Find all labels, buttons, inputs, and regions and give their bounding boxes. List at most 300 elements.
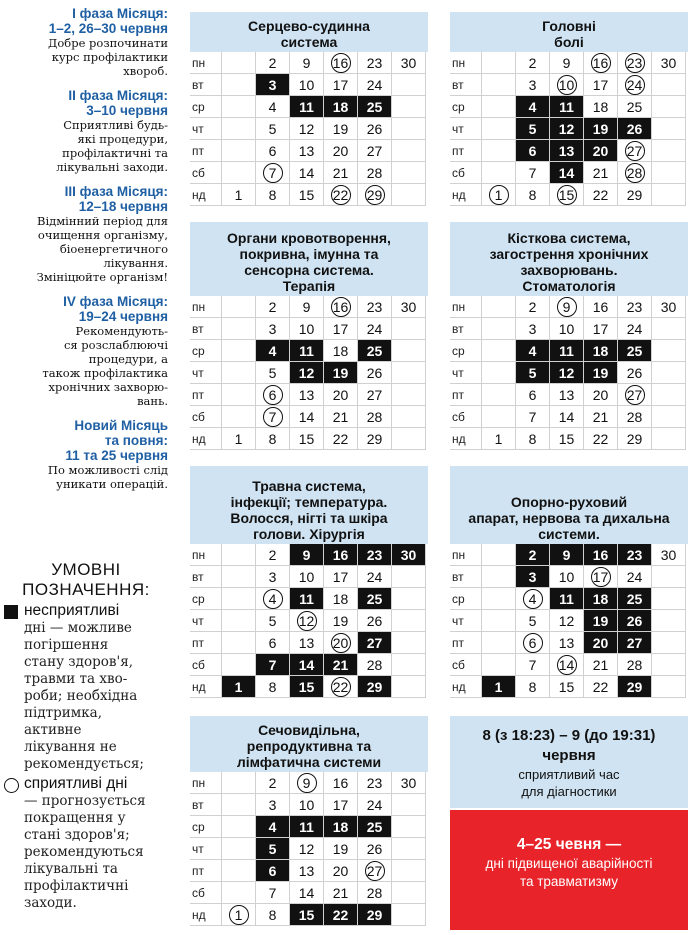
day-number: 17 (332, 320, 349, 337)
empty-cell (482, 566, 516, 588)
day-number: 12 (558, 120, 575, 137)
day-cell (550, 676, 584, 698)
day-number: 30 (400, 54, 417, 71)
day-number: 14 (298, 164, 315, 181)
day-number: 27 (625, 385, 645, 405)
day-cell (516, 52, 550, 74)
empty-cell (652, 566, 686, 588)
day-cell (584, 428, 618, 450)
unfavorable-day (358, 632, 392, 654)
day-number: 9 (302, 54, 311, 71)
unfavorable-day (550, 118, 584, 140)
day-cell (358, 318, 392, 340)
day-cell (358, 428, 392, 450)
day-number: 23 (366, 298, 383, 315)
day-number: 17 (332, 76, 349, 93)
day-cell (584, 296, 618, 318)
favorable-day (618, 74, 652, 96)
day-number: 3 (268, 568, 277, 585)
empty-cell (392, 610, 426, 632)
bad_desc-line: підтримка, (24, 705, 103, 721)
unfavorable-day (324, 96, 358, 118)
block-title-line: інфекції; температура. (230, 494, 388, 510)
legend (4, 560, 168, 912)
day-cell (290, 794, 324, 816)
favorable-day (222, 904, 256, 926)
phase-text-line: Відмінний період для (37, 214, 168, 228)
empty-cell (652, 318, 686, 340)
day-number: 22 (592, 430, 609, 447)
empty-cell (482, 162, 516, 184)
day-number: 16 (331, 53, 351, 73)
bad_desc-line: дні — можливе (24, 620, 132, 636)
day-number: 24 (366, 76, 383, 93)
unfavorable-day (516, 340, 550, 362)
block-urinary (190, 716, 428, 926)
empty-cell (392, 162, 426, 184)
weekday-label: пт (190, 632, 222, 654)
day-number: 13 (558, 386, 575, 403)
day-number: 18 (592, 342, 609, 359)
weekday-label: нд (190, 904, 222, 926)
day-number: 14 (558, 408, 575, 425)
day-number: 5 (528, 612, 537, 629)
day-cell (618, 654, 652, 676)
day-cell (358, 610, 392, 632)
empty-cell (652, 384, 686, 406)
day-cell (290, 838, 324, 860)
weekday-label: вт (450, 318, 482, 340)
day-number: 17 (332, 796, 349, 813)
warning-date: 4–25 чевня — (516, 836, 622, 853)
day-number: 12 (558, 364, 575, 381)
favorable-day (324, 296, 358, 318)
empty-cell (392, 838, 426, 860)
block-hematopoietic (190, 222, 428, 450)
day-cell (324, 882, 358, 904)
unfavorable-day (290, 816, 324, 838)
empty-cell (392, 118, 426, 140)
empty-cell (652, 676, 686, 698)
day-cell (256, 566, 290, 588)
empty-cell (482, 654, 516, 676)
day-cell (290, 184, 324, 206)
day-cell (256, 118, 290, 140)
bad_desc-line: рекомендується; (24, 756, 144, 772)
day-cell (358, 794, 392, 816)
block-digestive (190, 466, 428, 698)
day-number: 2 (528, 546, 537, 563)
empty-cell (392, 140, 426, 162)
unfavorable-day (550, 96, 584, 118)
unfavorable-day (358, 904, 392, 926)
day-number: 18 (332, 342, 349, 359)
day-number: 9 (302, 298, 311, 315)
day-number: 17 (591, 567, 611, 587)
unfavorable-day (222, 676, 256, 698)
empty-cell (222, 794, 256, 816)
day-number: 4 (263, 589, 283, 609)
day-number: 19 (332, 120, 349, 137)
day-cell (618, 428, 652, 450)
day-number: 1 (234, 678, 243, 695)
day-number: 9 (297, 773, 317, 793)
day-number: 26 (366, 612, 383, 629)
day-cell (256, 362, 290, 384)
empty-cell (652, 588, 686, 610)
day-number: 3 (528, 568, 537, 585)
day-cell (482, 428, 516, 450)
weekday-label: чт (190, 838, 222, 860)
day-number: 5 (268, 364, 277, 381)
day-number: 19 (332, 840, 349, 857)
block-title-line: покривна, імунна та (239, 246, 379, 262)
day-number: 5 (268, 840, 277, 857)
day-number: 13 (298, 862, 315, 879)
day-cell (256, 428, 290, 450)
empty-cell (222, 296, 256, 318)
day-number: 1 (234, 430, 243, 447)
block-skeletal (450, 222, 688, 450)
unfavorable-day (550, 544, 584, 566)
favorable-day (618, 162, 652, 184)
day-cell (222, 428, 256, 450)
unfavorable-day (256, 816, 290, 838)
day-cell (618, 362, 652, 384)
day-number: 1 (234, 186, 243, 203)
warning-text (450, 855, 688, 891)
day-number: 28 (366, 656, 383, 673)
unfavorable-day (358, 588, 392, 610)
day-cell (290, 296, 324, 318)
day-number: 4 (268, 818, 277, 835)
day-cell (256, 318, 290, 340)
phase-text-line: уникати операцій. (56, 477, 168, 491)
day-cell (324, 794, 358, 816)
day-cell (516, 406, 550, 428)
day-number: 6 (528, 142, 537, 159)
day-number: 2 (268, 54, 277, 71)
day-number: 26 (366, 120, 383, 137)
day-cell (584, 74, 618, 96)
day-number: 23 (366, 54, 383, 71)
day-cell (516, 676, 550, 698)
diagnostics-text (450, 766, 688, 800)
empty-cell (392, 428, 426, 450)
day-number: 5 (528, 364, 537, 381)
day-cell (358, 74, 392, 96)
block-title-line: Волосся, нігті та шкіра (230, 510, 388, 526)
day-number: 12 (298, 840, 315, 857)
phase-title-line: ІІ фаза Місяця: (68, 88, 168, 103)
day-number: 29 (366, 678, 383, 695)
day-cell (324, 162, 358, 184)
day-number: 25 (366, 818, 383, 835)
day-cell (358, 296, 392, 318)
accident-warning (450, 810, 688, 930)
empty-cell (392, 74, 426, 96)
day-number: 24 (366, 796, 383, 813)
weekday-label: вт (190, 566, 222, 588)
legend-bad (4, 602, 168, 773)
favorable-day (584, 52, 618, 74)
diagnostics-box (450, 716, 688, 930)
day-number: 25 (626, 590, 643, 607)
calendar-grid (190, 772, 428, 926)
block-title-line: репродуктивна та (246, 738, 372, 754)
calendar-grid (450, 296, 688, 450)
unfavorable-day (256, 860, 290, 882)
legend-good-label: сприятливі дні (24, 775, 128, 792)
day-number: 21 (592, 164, 609, 181)
unfavorable-day (618, 588, 652, 610)
day-number: 4 (523, 589, 543, 609)
day-cell (618, 566, 652, 588)
unfavorable-day (550, 588, 584, 610)
empty-cell (652, 654, 686, 676)
weekday-label: пн (450, 296, 482, 318)
day-number: 10 (557, 75, 577, 95)
unfavorable-day (516, 118, 550, 140)
day-number: 11 (299, 818, 314, 835)
day-cell (256, 184, 290, 206)
calendar-grid (450, 544, 688, 698)
weekday-label: ср (190, 816, 222, 838)
bad_desc-line: стану здоров'я, (24, 654, 134, 670)
diagnostics-date-line: червня (542, 747, 596, 764)
favorable-day (324, 52, 358, 74)
day-cell (550, 318, 584, 340)
phase-title-line: 19–24 червня (78, 309, 168, 324)
phase-title-line: 12–18 червня (78, 199, 168, 214)
moon-phases-sidebar (4, 6, 168, 501)
weekday-label: вт (190, 318, 222, 340)
unfavorable-day (358, 544, 392, 566)
day-number: 13 (298, 142, 315, 159)
day-number: 2 (528, 54, 537, 71)
day-cell (652, 544, 686, 566)
day-number: 3 (268, 320, 277, 337)
weekday-label: нд (190, 184, 222, 206)
legend-bad-desc (24, 620, 168, 773)
day-number: 7 (263, 163, 283, 183)
day-number: 12 (297, 611, 317, 631)
favorable-day (550, 184, 584, 206)
calendar-grid (190, 52, 428, 206)
empty-cell (392, 184, 426, 206)
unfavorable-day (516, 96, 550, 118)
day-cell (222, 184, 256, 206)
day-number: 6 (268, 142, 277, 159)
legend-title (4, 560, 168, 600)
weekday-label: сб (190, 882, 222, 904)
day-number: 11 (299, 590, 314, 607)
day-number: 20 (332, 386, 349, 403)
good_desc-line: лікувальні та (24, 861, 118, 877)
day-number: 29 (626, 678, 643, 695)
empty-cell (652, 162, 686, 184)
unfavorable-day (584, 340, 618, 362)
day-cell (256, 52, 290, 74)
empty-cell (222, 162, 256, 184)
day-number: 24 (626, 320, 643, 337)
phase-2 (4, 88, 168, 174)
block-title (190, 466, 428, 544)
unfavorable-day (256, 838, 290, 860)
empty-cell (482, 140, 516, 162)
unfavorable-day (584, 140, 618, 162)
day-cell (324, 74, 358, 96)
day-number: 6 (528, 386, 537, 403)
day-number: 13 (558, 142, 575, 159)
empty-cell (222, 318, 256, 340)
unfavorable-day (618, 544, 652, 566)
diagnostics-info (450, 716, 688, 808)
good_desc-line: профілактичні (24, 878, 129, 894)
day-number: 15 (298, 186, 315, 203)
day-number: 28 (626, 408, 643, 425)
day-number: 13 (298, 634, 315, 651)
day-number: 2 (268, 546, 277, 563)
phase-text-line: які процедури, (77, 132, 168, 146)
good_desc-line: стані здоров'я; (24, 827, 130, 843)
day-cell (290, 384, 324, 406)
unfavorable-day (482, 676, 516, 698)
day-cell (256, 296, 290, 318)
calendar-grid (190, 544, 428, 698)
phase-text-line: лікування. (103, 256, 168, 270)
unfavorable-day (550, 162, 584, 184)
favorable-day (324, 184, 358, 206)
unfavorable-day (618, 610, 652, 632)
day-number: 28 (625, 163, 645, 183)
phase-3 (4, 184, 168, 284)
day-cell (516, 184, 550, 206)
day-cell (290, 162, 324, 184)
weekday-label: чт (190, 610, 222, 632)
day-cell (618, 96, 652, 118)
weekday-label: сб (190, 654, 222, 676)
day-number: 20 (332, 862, 349, 879)
day-cell (618, 406, 652, 428)
day-number: 8 (528, 678, 537, 695)
diagnostics-date (450, 726, 688, 766)
day-number: 10 (298, 796, 315, 813)
good_desc-line: рекомендуються (24, 844, 144, 860)
empty-cell (392, 632, 426, 654)
unfavorable-day (584, 544, 618, 566)
day-number: 26 (626, 612, 643, 629)
day-cell (516, 318, 550, 340)
unfavorable-day (584, 588, 618, 610)
block-title-line: сенсорна система. (244, 262, 374, 278)
weekday-label: пт (450, 384, 482, 406)
unfavorable-day (290, 362, 324, 384)
day-number: 9 (562, 546, 571, 563)
day-number: 21 (592, 656, 609, 673)
weekday-label: сб (450, 654, 482, 676)
day-number: 6 (523, 633, 543, 653)
day-cell (290, 860, 324, 882)
block-title-line: лімфатична системи (236, 754, 382, 770)
day-cell (324, 140, 358, 162)
day-cell (584, 184, 618, 206)
day-number: 3 (528, 76, 537, 93)
empty-cell (222, 588, 256, 610)
unfavorable-day (584, 118, 618, 140)
empty-cell (222, 632, 256, 654)
favorable-day (618, 140, 652, 162)
day-number: 26 (626, 120, 643, 137)
empty-cell (652, 632, 686, 654)
day-number: 15 (298, 430, 315, 447)
day-number: 27 (366, 142, 383, 159)
day-number: 18 (332, 98, 349, 115)
unfavorable-day (584, 610, 618, 632)
empty-cell (482, 96, 516, 118)
day-number: 24 (626, 568, 643, 585)
weekday-label: нд (450, 184, 482, 206)
weekday-label: ср (450, 588, 482, 610)
phase-text-line: Змініцюйте організм! (36, 270, 168, 284)
block-title-line: Серцево-судинна (248, 18, 370, 34)
day-number: 12 (298, 364, 315, 381)
day-number: 9 (557, 297, 577, 317)
day-number: 16 (332, 774, 349, 791)
favorable-day (324, 632, 358, 654)
day-cell (358, 406, 392, 428)
unfavorable-day (290, 904, 324, 926)
phase-text-line: Сприятливі будь- (63, 118, 168, 132)
day-number: 14 (558, 164, 575, 181)
phase-1 (4, 6, 168, 78)
day-number: 8 (528, 186, 537, 203)
day-cell (550, 406, 584, 428)
unfavorable-day (290, 340, 324, 362)
day-number: 30 (660, 54, 677, 71)
day-number: 7 (528, 656, 537, 673)
day-number: 24 (366, 320, 383, 337)
weekday-label: пт (450, 632, 482, 654)
bad_desc-line: лікування не (24, 739, 117, 755)
day-cell (550, 632, 584, 654)
empty-cell (482, 406, 516, 428)
empty-cell (222, 544, 256, 566)
day-cell (652, 296, 686, 318)
day-number: 15 (557, 185, 577, 205)
day-cell (324, 566, 358, 588)
empty-cell (652, 610, 686, 632)
empty-cell (482, 340, 516, 362)
weekday-label: пн (190, 544, 222, 566)
day-number: 16 (331, 297, 351, 317)
unfavorable-day (584, 632, 618, 654)
block-title-line: Терапія (282, 278, 336, 294)
day-number: 20 (592, 386, 609, 403)
weekday-label: нд (190, 428, 222, 450)
day-cell (584, 654, 618, 676)
day-number: 28 (366, 884, 383, 901)
empty-cell (222, 654, 256, 676)
empty-cell (222, 96, 256, 118)
empty-cell (222, 140, 256, 162)
empty-cell (482, 610, 516, 632)
diagnostics-date-line: 8 (з 18:23) – 9 (до 19:31) (482, 727, 656, 744)
day-number: 28 (366, 408, 383, 425)
day-number: 23 (366, 546, 383, 563)
weekday-label: пн (190, 296, 222, 318)
day-cell (550, 428, 584, 450)
